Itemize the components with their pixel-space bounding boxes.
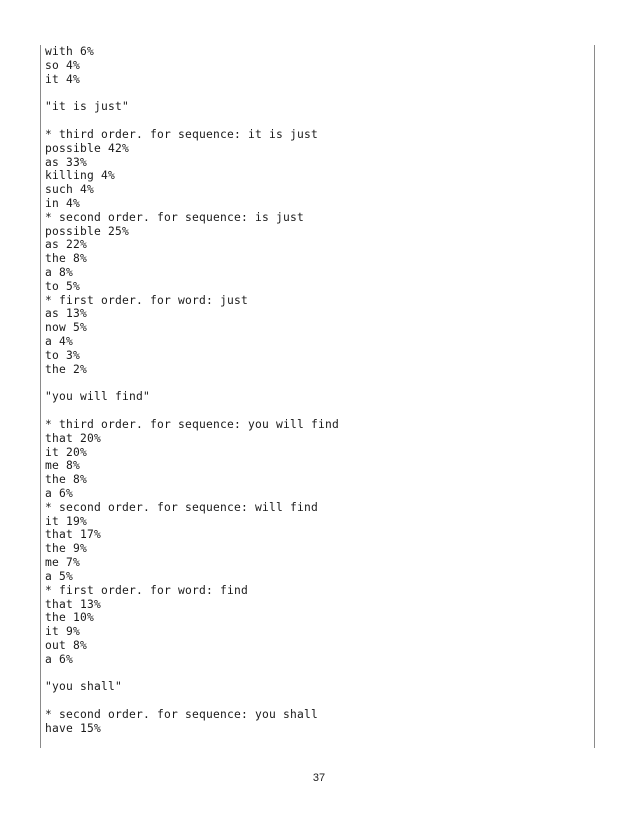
listing-line: a 4%: [45, 335, 74, 349]
listing-line: the 8%: [45, 473, 88, 487]
listing-line: it 4%: [45, 72, 81, 86]
listing-line: as 13%: [45, 307, 88, 321]
listing-line: as 22%: [45, 238, 88, 252]
listing-line: a 5%: [45, 569, 74, 583]
listing-line: it 9%: [45, 625, 81, 639]
listing-line: as 33%: [45, 155, 88, 169]
listing-line: * first order. for word: just: [45, 293, 249, 307]
listing-line: now 5%: [45, 321, 88, 335]
listing-line: possible 42%: [45, 141, 130, 155]
listing-line: me 7%: [45, 556, 81, 570]
listing-line: to 3%: [45, 348, 81, 362]
listing-line: that 13%: [45, 597, 102, 611]
listing-line: so 4%: [45, 58, 81, 72]
listing-line: it 20%: [45, 445, 88, 459]
listing-line: "you will find": [45, 390, 151, 404]
code-frame-right-border: [594, 45, 595, 748]
listing-line: such 4%: [45, 183, 95, 197]
listing-line: that 17%: [45, 528, 102, 542]
listing-line: "you shall": [45, 680, 123, 694]
listing-line: * second order. for sequence: you shall: [45, 708, 319, 721]
code-frame-left-border: [40, 45, 41, 748]
listing-line: * third order. for sequence: you will find: [45, 417, 340, 431]
listing-line: "it is just": [45, 100, 130, 114]
listing-line: * third order. for sequence: it is just: [45, 127, 319, 141]
listing-line: with 6%: [45, 45, 95, 58]
blank-line: [45, 86, 590, 100]
listing-line: in 4%: [45, 196, 81, 210]
blank-line: [45, 667, 590, 681]
listing-line: a 6%: [45, 487, 74, 500]
listing-line: * second order. for sequence: is just: [45, 210, 305, 224]
listing-line: that 20%: [45, 431, 102, 445]
page-number: 37: [312, 772, 326, 784]
listing-line: to 5%: [45, 279, 81, 293]
listing-line: a 6%: [45, 652, 74, 666]
listing-line: a 8%: [45, 266, 74, 279]
blank-line: [45, 404, 590, 418]
listing-line: the 2%: [45, 362, 88, 376]
listing-line: the 8%: [45, 252, 88, 266]
listing-line: the 10%: [45, 611, 95, 625]
listing-line: * first order. for word: find: [45, 583, 249, 597]
listing-line: * second order. for sequence: will find: [45, 500, 319, 514]
blank-line: [45, 377, 590, 391]
listing-line: the 9%: [45, 542, 88, 556]
listing-line: out 8%: [45, 638, 88, 652]
listing-line: have 15%: [45, 721, 102, 735]
listing-line: possible 25%: [45, 224, 130, 238]
blank-line: [45, 694, 590, 708]
blank-line: [45, 114, 590, 128]
listing-line: it 19%: [45, 514, 88, 528]
code-listing: [45, 45, 590, 736]
listing-line: me 8%: [45, 459, 81, 473]
listing-line: killing 4%: [45, 169, 116, 183]
